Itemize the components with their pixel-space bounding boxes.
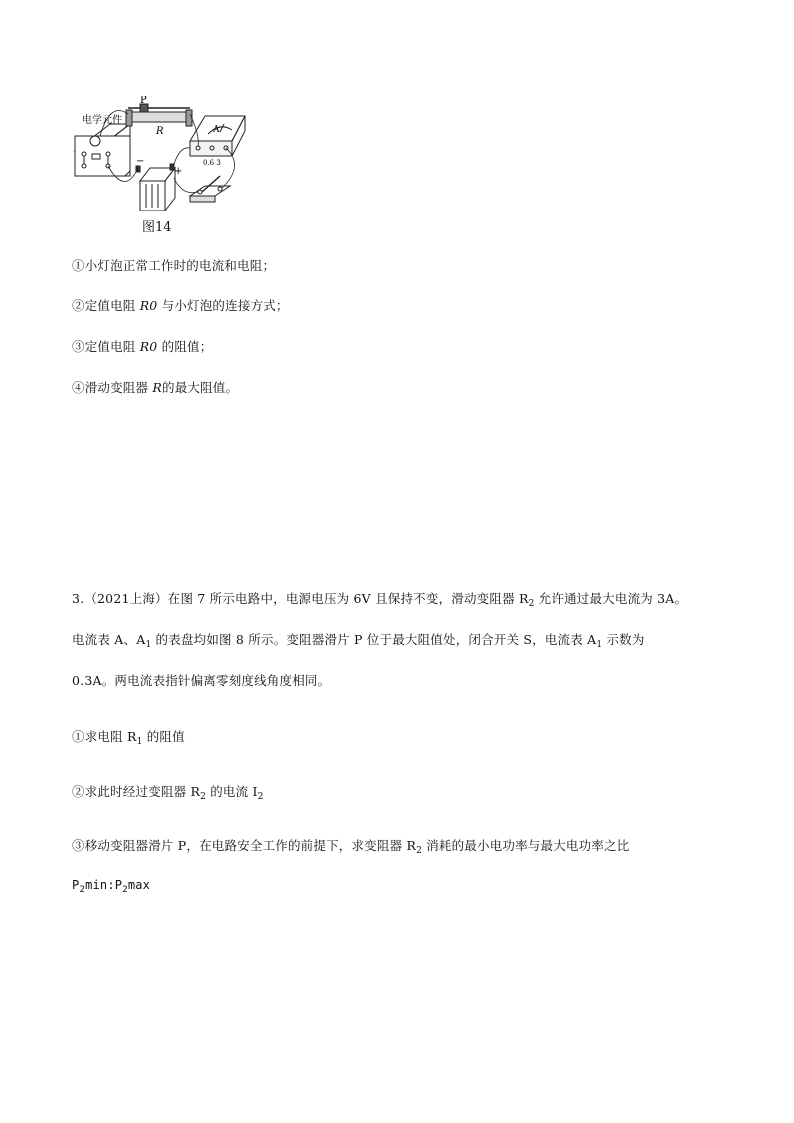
slide-rheostat — [126, 104, 192, 126]
figure-caption: 图14 — [142, 220, 172, 235]
component-board — [75, 124, 130, 176]
battery-plus-label: + — [174, 166, 183, 177]
q2-item-1: ①小灯泡正常工作时的电流和电阻； — [72, 258, 276, 273]
component-label: 电学元件 — [82, 115, 122, 126]
ammeter-symbol: A — [213, 125, 220, 135]
battery-minus-label: − — [136, 156, 145, 167]
r0-symbol: R0 — [139, 298, 158, 313]
ammeter — [190, 116, 245, 156]
resistor-label: R — [156, 126, 164, 137]
knife-switch — [190, 176, 230, 202]
battery — [136, 164, 175, 211]
q2-item-4: ④滑动变阻器 R的最大阻值。 — [72, 380, 239, 395]
q3-sub-1: ①求电阻 $R_1$ 的阻值 — [72, 729, 185, 747]
circuit-apparatus-figure — [70, 96, 250, 211]
q3-sub-3: ③移动变阻器滑片 P，在电路安全工作的前提下，求变阻器 $R_2$ 消耗的最小电功率与最大电功率之比 — [72, 838, 630, 856]
q3-line-1: 3.（2021上海）在图 7 所示电路中，电源电压为 6V 且保持不变，滑动变阻器 $R_2$ 允许通过最大电流为 3A。 — [72, 591, 688, 609]
q3-sub-2: ②求此时经过变阻器 $R_2$ 的电流 $I_2$ — [72, 784, 264, 802]
r-symbol: R — [152, 380, 162, 395]
r0-symbol: R0 — [139, 339, 158, 354]
q2-item-2: ②定值电阻 R0 与小灯泡的连接方式； — [72, 298, 289, 313]
ammeter-scale: 0.6 3 — [203, 159, 221, 167]
q3-line-3: 0.3A。两电流表指针偏离零刻度线角度相同。 — [72, 673, 331, 688]
q3-sub-3-ratio: $P_2\min:P_2\max$ — [72, 878, 151, 895]
slider-label: P — [140, 96, 147, 106]
q2-item-3: ③定值电阻 R0 的阻值； — [72, 339, 213, 354]
q3-line-2: 电流表 A、$A_1$ 的表盘均如图 8 所示。变阻器滑片 P 位于最大阻值处，闭合开关 S，电流表 $A_1$ 示数为 — [72, 632, 645, 650]
